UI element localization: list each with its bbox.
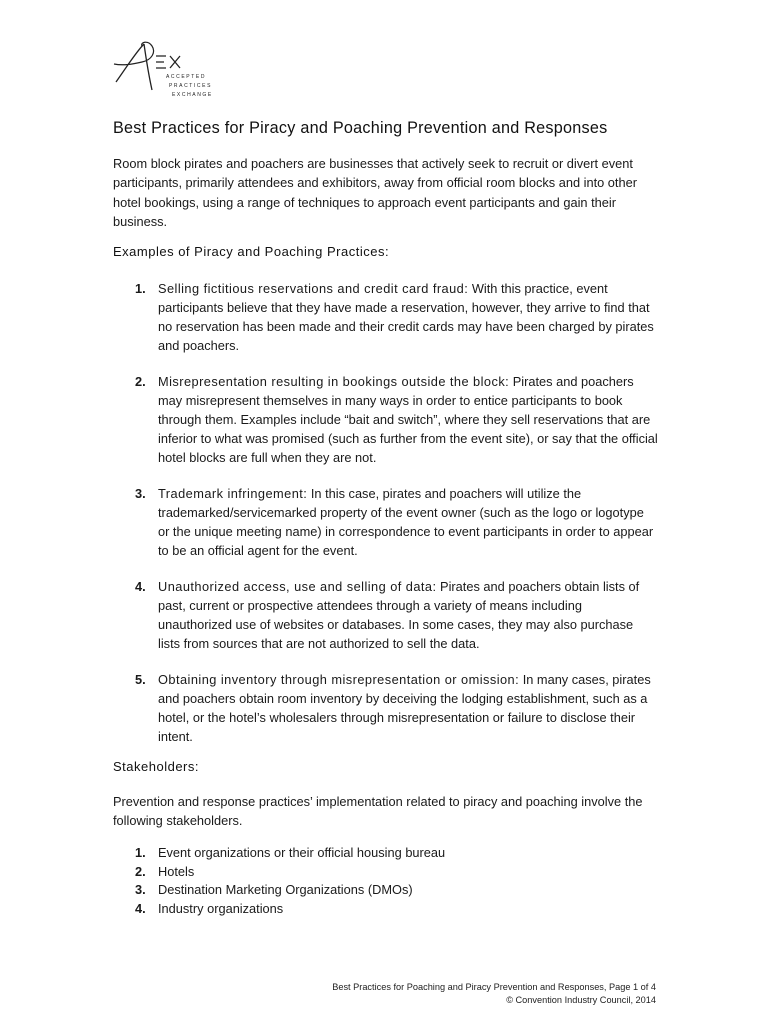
stakeholder-text: Industry organizations (158, 900, 284, 916)
practice-text: In this case, pirates and poachers will utilize the trademarked/servicemarked property of the event owner (such as the logo or logotype or the unique meeting name) in correspondence to event participants in order to appear to be an official agent for the event. (158, 486, 654, 558)
practice-title: Trademark infringement: (158, 486, 308, 501)
logo-line-1: ACCEPTED (166, 74, 207, 80)
practice-number: 4. (135, 579, 146, 594)
footer-page-info: Best Practices for Poaching and Piracy Prevention and Responses, Page 1 of 4 (332, 982, 656, 992)
stakeholder-item (113, 844, 658, 863)
stakeholder-text: Event organizations or their official housing bureau (158, 845, 446, 860)
stakeholder-text: Hotels (158, 863, 195, 879)
practice-title: Misrepresentation resulting in bookings outside the block: (158, 374, 510, 389)
stakeholders-list (113, 844, 658, 918)
practice-number: 1. (135, 281, 146, 296)
practice-text: With this practice, event participants believe that they have made a reservation, however, they arrive to find that no reservation has been made and their credit cards may have been charged by pirates and poachers. (158, 281, 654, 353)
stakeholder-item (113, 900, 658, 919)
practice-item (113, 670, 658, 746)
practice-title: Obtaining inventory through misrepresentation or omission: (158, 672, 520, 687)
practice-item (113, 484, 658, 560)
stakeholders-intro: Prevention and response practices’ implementation related to piracy and poaching involve the following stakeholders. (113, 794, 643, 828)
footer-copyright: © Convention Industry Council, 2014 (506, 994, 656, 1005)
stakeholder-item (113, 881, 658, 900)
practice-item (113, 279, 658, 355)
stakeholder-number: 1. (135, 845, 146, 860)
stakeholder-item (113, 863, 658, 882)
practice-text: Pirates and poachers may misrepresent themselves in many ways in order to entice participants to book through them. Examples include “bait and switch”, where they sell reservations that are inferior to what was promised (such as further from the event site), or say that the official hotel blocks are full when they are not. (158, 374, 658, 465)
practices-list (113, 279, 658, 746)
page-title: Best Practices for Piracy and Poaching Prevention and Responses (113, 119, 608, 137)
practice-number: 2. (135, 374, 146, 389)
intro-paragraph: Room block pirates and poachers are businesses that actively seek to recruit or divert event participants, primarily attendees and exhibitors, away from official room blocks and into other hotel bookings, using a range of techniques to approach event participants and gain their business. (113, 156, 637, 230)
logo-line-3: EXCHANGE (172, 92, 213, 98)
practice-text: In many cases, pirates and poachers obtain room inventory by deceiving the lodging establishment, such as a hotel, or the hotel’s wholesalers through misrepresentation or failure to disclose their intent. (158, 672, 651, 744)
practice-text: Pirates and poachers obtain lists of past, current or prospective attendees through a variety of means including unauthorized use of websites or databases. In some cases, they may also purchase lists from sources that are not authorized to sell the data. (158, 579, 640, 651)
stakeholders-heading: Stakeholders: (113, 759, 199, 774)
stakeholder-number: 3. (135, 882, 146, 897)
apex-logo (112, 38, 222, 108)
practice-title: Unauthorized access, use and selling of data: (158, 579, 437, 594)
practice-item (113, 372, 658, 467)
practice-title: Selling fictitious reservations and credit card fraud: (158, 281, 469, 296)
practice-number: 5. (135, 672, 146, 687)
stakeholder-text: Destination Marketing Organizations (DMOs) (158, 882, 413, 897)
page-footer (332, 981, 656, 1006)
practice-item (113, 577, 658, 653)
stakeholder-number: 2. (135, 863, 146, 879)
practice-number: 3. (135, 486, 146, 501)
stakeholder-number: 4. (135, 900, 146, 916)
examples-heading: Examples of Piracy and Poaching Practices: (113, 244, 390, 259)
logo-line-2: PRACTICES (169, 83, 213, 89)
apex-logo-mark (112, 38, 222, 108)
